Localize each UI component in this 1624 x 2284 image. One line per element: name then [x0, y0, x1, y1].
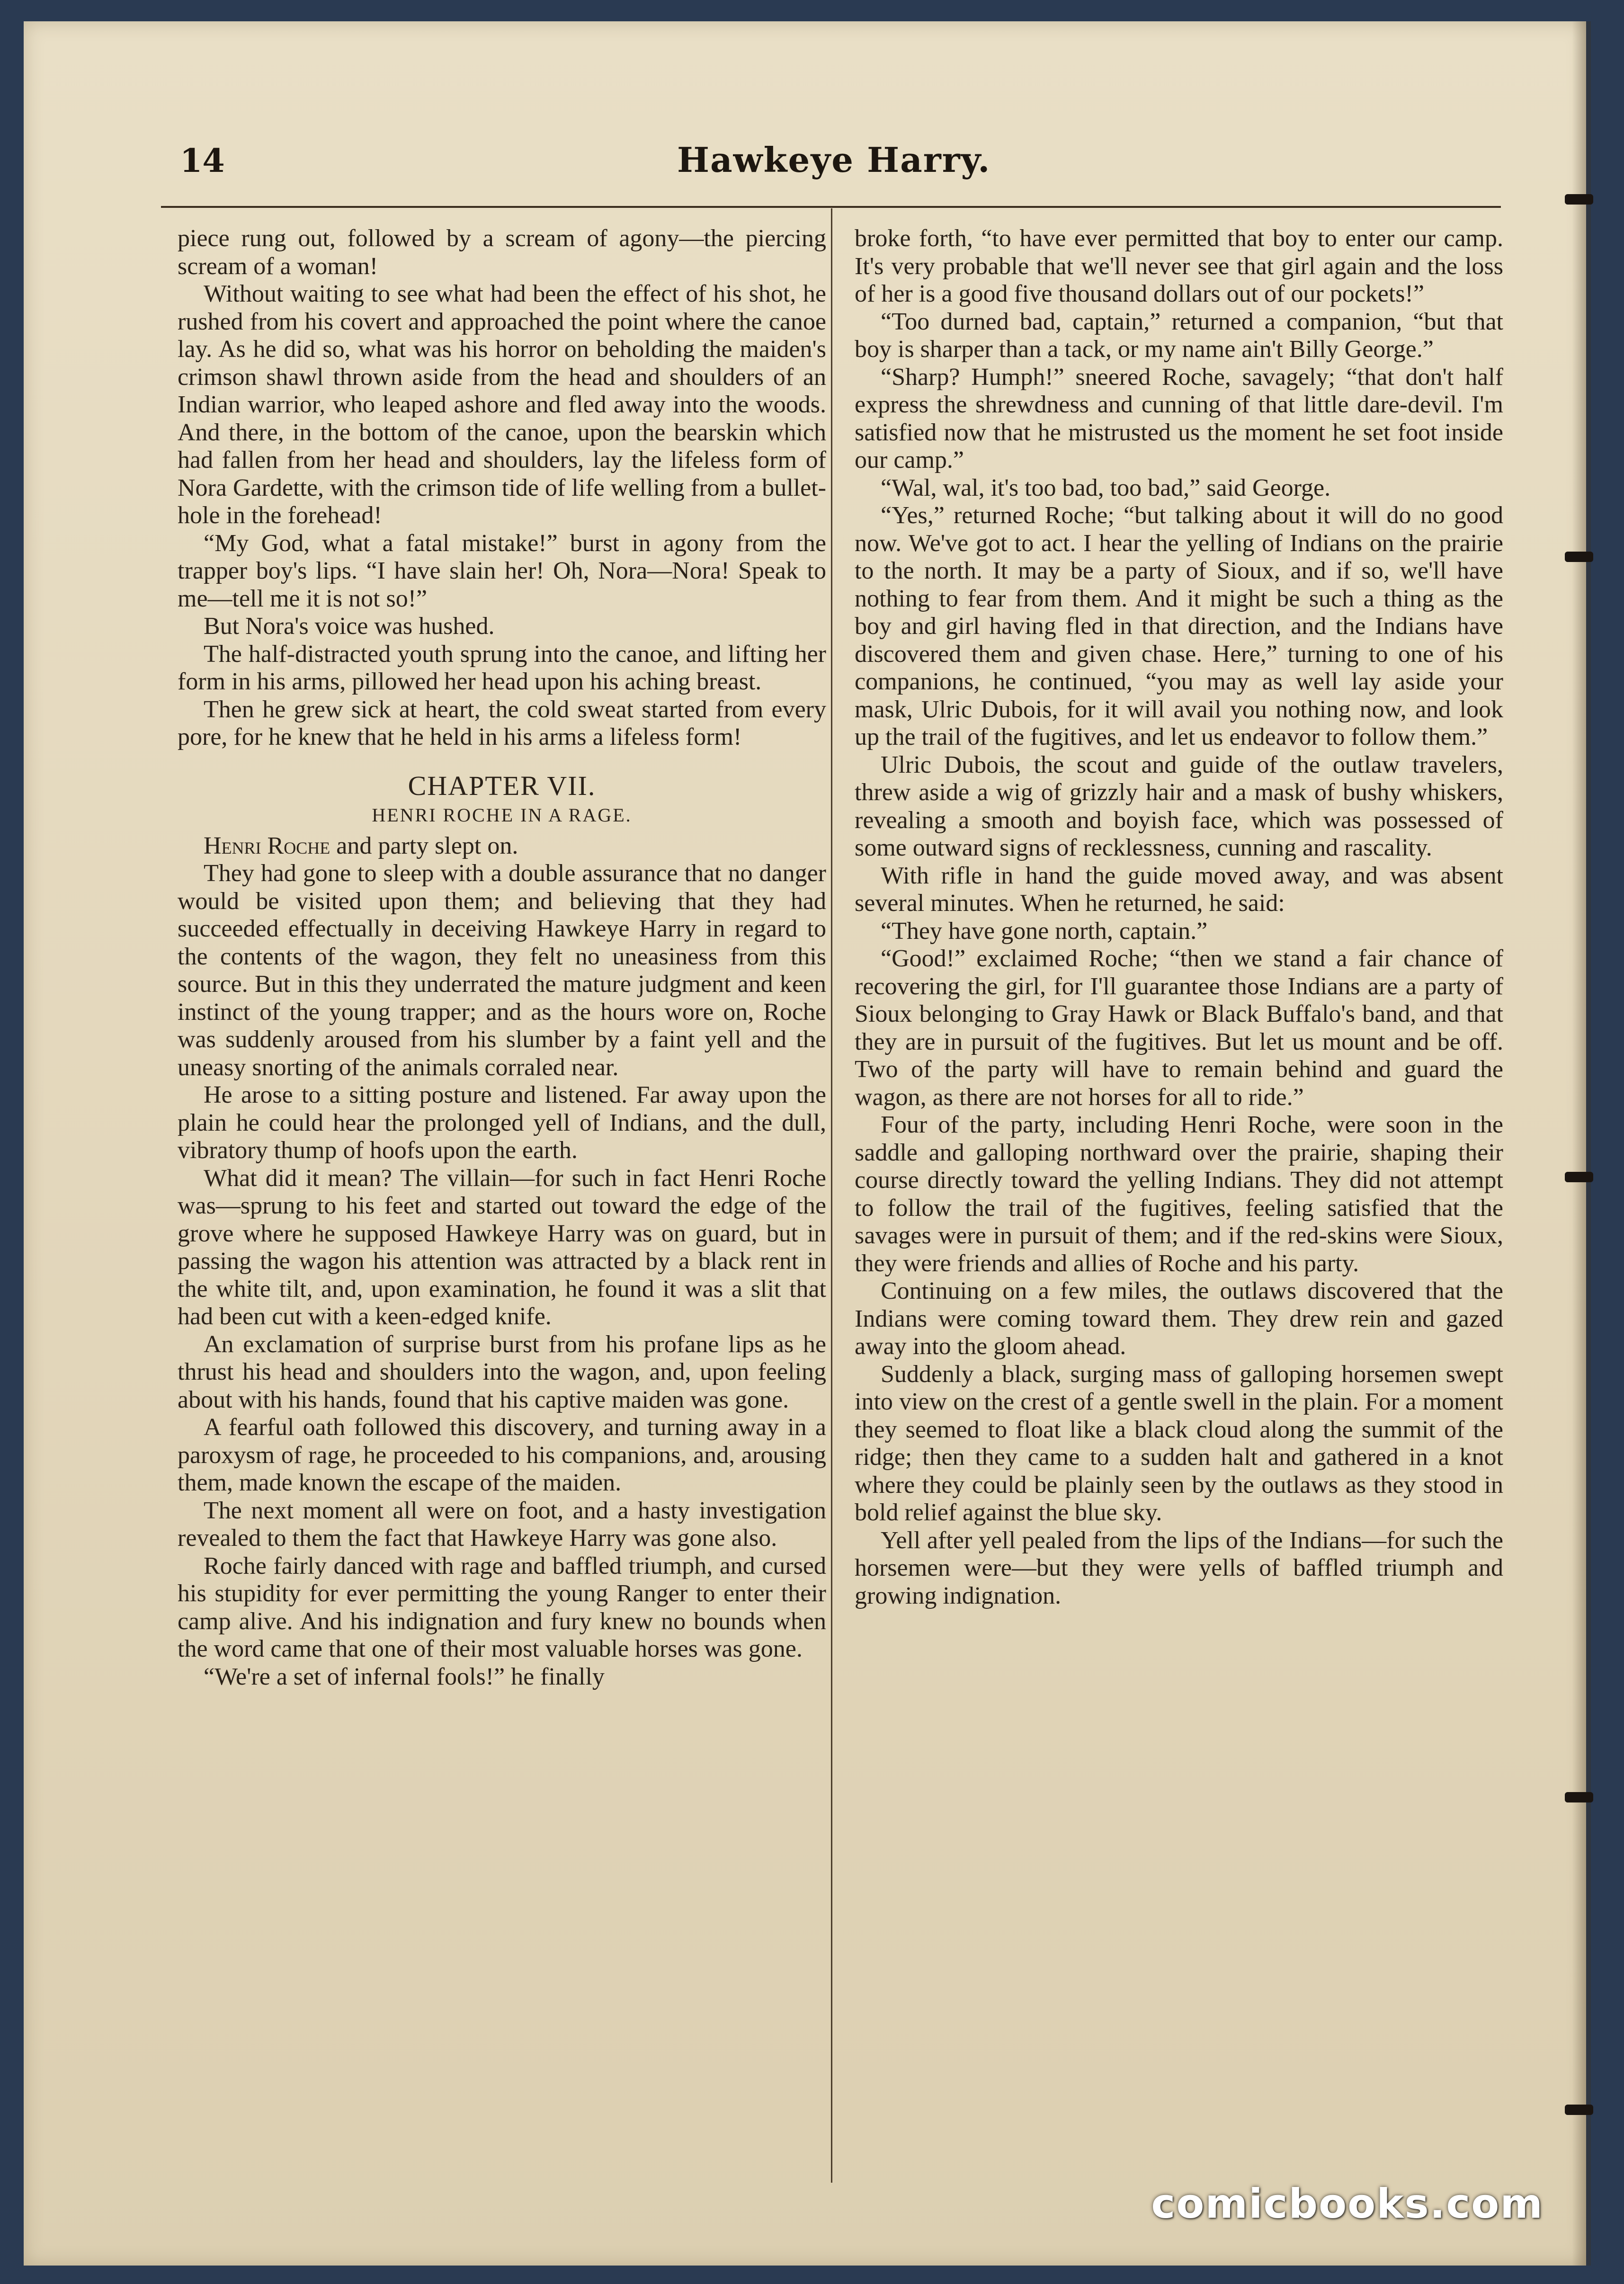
paragraph: Roche fairly danced with rage and baffled triumph, and cursed his stupidity for ever permitting the young Ranger to enter their camp alive. And his indignation and fury knew no bounds when the word came that one of their most valuable horses was gone. — [178, 1552, 826, 1662]
paragraph: broke forth, “to have ever permitted that boy to enter our camp. It's very probable that we'll never see that girl again and the loss of her is a good five thousand dollars out of our pockets!” — [855, 225, 1503, 307]
paragraph: “Yes,” returned Roche; “but talking about it will do no good now. We've got to act. I hear the yelling of Indians on the prairie to the north. It may be a party of Sioux, and if so, we'll have nothing to fear from them. And it might be such a thing as the boy and girl having fled in that direction, and the Indians have discovered them and given chase. Here,” turning to one of his companions, he continued, “you may as well lay aside your mask, Ulric Dubois, for it will avail you nothing now, and look up the trail of the fugitives, and let us endeavor to follow them.” — [855, 502, 1503, 750]
right-column — [855, 225, 1503, 1610]
opening-smallcaps: Henri Roche — [204, 832, 330, 859]
chapter-title: CHAPTER VII. — [408, 770, 596, 801]
chapter-subtitle: HENRI ROCHE IN A RAGE. — [372, 804, 632, 826]
header-rule — [161, 206, 1501, 208]
opening-rest: and party slept on. — [330, 832, 518, 859]
page-header — [156, 130, 1529, 182]
paragraph: Then he grew sick at heart, the cold sweat started from every pore, for he knew that he held in his arms a lifeless form! — [178, 696, 826, 750]
running-title: Hawkeye Harry. — [677, 140, 991, 180]
paragraph: “My God, what a fatal mistake!” burst in agony from the trapper boy's lips. “I have slain her! Oh, Nora—Nora! Speak to me—tell me it is not so!” — [178, 529, 826, 612]
watermark: comicbooks.com — [1151, 2180, 1544, 2228]
paragraph: “Sharp? Humph!” sneered Roche, savagely; “that don't half express the shrewdness and cunning of that little dare-devil. I'm satisfied now that he mistrusted us the moment he set foot inside our camp.” — [855, 363, 1503, 473]
paragraph: Suddenly a black, surging mass of galloping horsemen swept into view on the crest of a gentle swell in the plain. For a moment they seemed to float like a black cloud along the summit of the ridge; then they came to a sudden halt and gathered in a knot where they could be plainly seen by the outlaws as they stood in bold relief against the blue sky. — [855, 1360, 1503, 1526]
paragraph: Yell after yell pealed from the lips of the Indians—for such the horsemen were—but they were yells of baffled triumph and growing indignation. — [855, 1526, 1503, 1609]
paragraph: “Good!” exclaimed Roche; “then we stand a fair chance of recovering the girl, for I'll guarantee those Indians are a party of Sioux belonging to Gray Hawk or Black Buffalo's band, and that they are in pursuit of the fugitives. But let us mount and be off. Two of the party will have to remain behind and guard the wagon, as there are not horses for all to ride.” — [855, 945, 1503, 1111]
binding-staple — [1565, 2105, 1593, 2115]
paragraph: “They have gone north, captain.” — [881, 917, 1208, 945]
binding-staple — [1565, 1792, 1593, 1802]
paragraph: “Wal, wal, it's too bad, too bad,” said George. — [881, 474, 1331, 501]
book-page — [24, 21, 1586, 2266]
paragraph: piece rung out, followed by a scream of agony—the piercing scream of a woman! — [178, 225, 826, 280]
binding-staple — [1565, 194, 1593, 205]
paragraph: Continuing on a few miles, the outlaws discovered that the Indians were coming toward them. They drew rein and gazed away into the gloom ahead. — [855, 1277, 1503, 1360]
paragraph: But Nora's voice was hushed. — [204, 613, 495, 640]
paragraph: What did it mean? The villain—for such in fact Henri Roche was—sprung to his feet and started out toward the edge of the grove where he supposed Hawkeye Harry was on guard, but in passing the wagon his attention was attracted by a black rent in the white tilt, and, upon examination, he found it was a slit that had been cut with a keen-edged knife. — [178, 1164, 826, 1330]
paragraph: They had gone to sleep with a double assurance that no danger would be visited upon them; and believing that they had succeeded effectually in deceiving Hawkeye Harry in regard to the contents of the wagon, they felt no uneasiness from this source. But in this they underrated the mature judgment and keen instinct of the young trapper; and as the hours wore on, Roche was suddenly aroused from his slumber by a faint yell and the uneasy snorting of the animals corraled near. — [178, 860, 826, 1081]
column-divider — [831, 208, 832, 2183]
page-number: 14 — [180, 142, 225, 180]
paragraph: “We're a set of infernal fools!” he finally — [204, 1663, 605, 1690]
chapter-opening — [178, 832, 826, 860]
paragraph: The next moment all were on foot, and a hasty investigation revealed to them the fact that Hawkeye Harry was gone also. — [178, 1497, 826, 1552]
paragraph: Without waiting to see what had been the effect of his shot, he rushed from his covert and approached the point where the canoe lay. As he did so, what was his horror on beholding the maiden's crimson shawl thrown aside from the head and shoulders of an Indian warrior, who leaped ashore and fled away into the woods. And there, in the bottom of the canoe, upon the bearskin which had fallen from her head and shoulders, lay the lifeless form of Nora Gardette, with the crimson tide of life welling from a bullet-hole in the forehead! — [178, 280, 826, 529]
paragraph: The half-distracted youth sprung into the canoe, and lifting her form in his arms, pillowed her head upon his aching breast. — [178, 640, 826, 695]
binding-staple — [1565, 552, 1593, 562]
paragraph: A fearful oath followed this discovery, and turning away in a paroxysm of rage, he proceeded to his companions, and, arousing them, made known the escape of the maiden. — [178, 1414, 826, 1496]
left-column — [178, 225, 826, 1691]
paragraph: “Too durned bad, captain,” returned a companion, “but that boy is sharper than a tack, or my name ain't Billy George.” — [855, 308, 1503, 363]
paragraph: He arose to a sitting posture and listened. Far away upon the plain he could hear the prolonged yell of Indians, and the dull, vibratory thump of hoofs upon the earth. — [178, 1081, 826, 1164]
paragraph: Four of the party, including Henri Roche, were soon in the saddle and galloping northward over the prairie, shaping their course directly toward the yelling Indians. They did not attempt to follow the trail of the fugitives, feeling satisfied that the savages were in pursuit of them; and if the red-skins were Sioux, they were friends and allies of Roche and his party. — [855, 1111, 1503, 1277]
paragraph: With rifle in hand the guide moved away, and was absent several minutes. When he returned, he said: — [855, 862, 1503, 917]
paragraph: Ulric Dubois, the scout and guide of the outlaw travelers, threw aside a wig of grizzly hair and a mask of bushy whiskers, revealing a smooth and boyish face, which was possessed of some outward signs of recklessness, cunning and rascality. — [855, 751, 1503, 861]
binding-staple — [1565, 1172, 1593, 1182]
paragraph: An exclamation of surprise burst from his profane lips as he thrust his head and shoulders into the wagon, and, upon feeling about with his hands, found that his captive maiden was gone. — [178, 1330, 826, 1413]
page-edge-shadow — [1572, 21, 1591, 2266]
